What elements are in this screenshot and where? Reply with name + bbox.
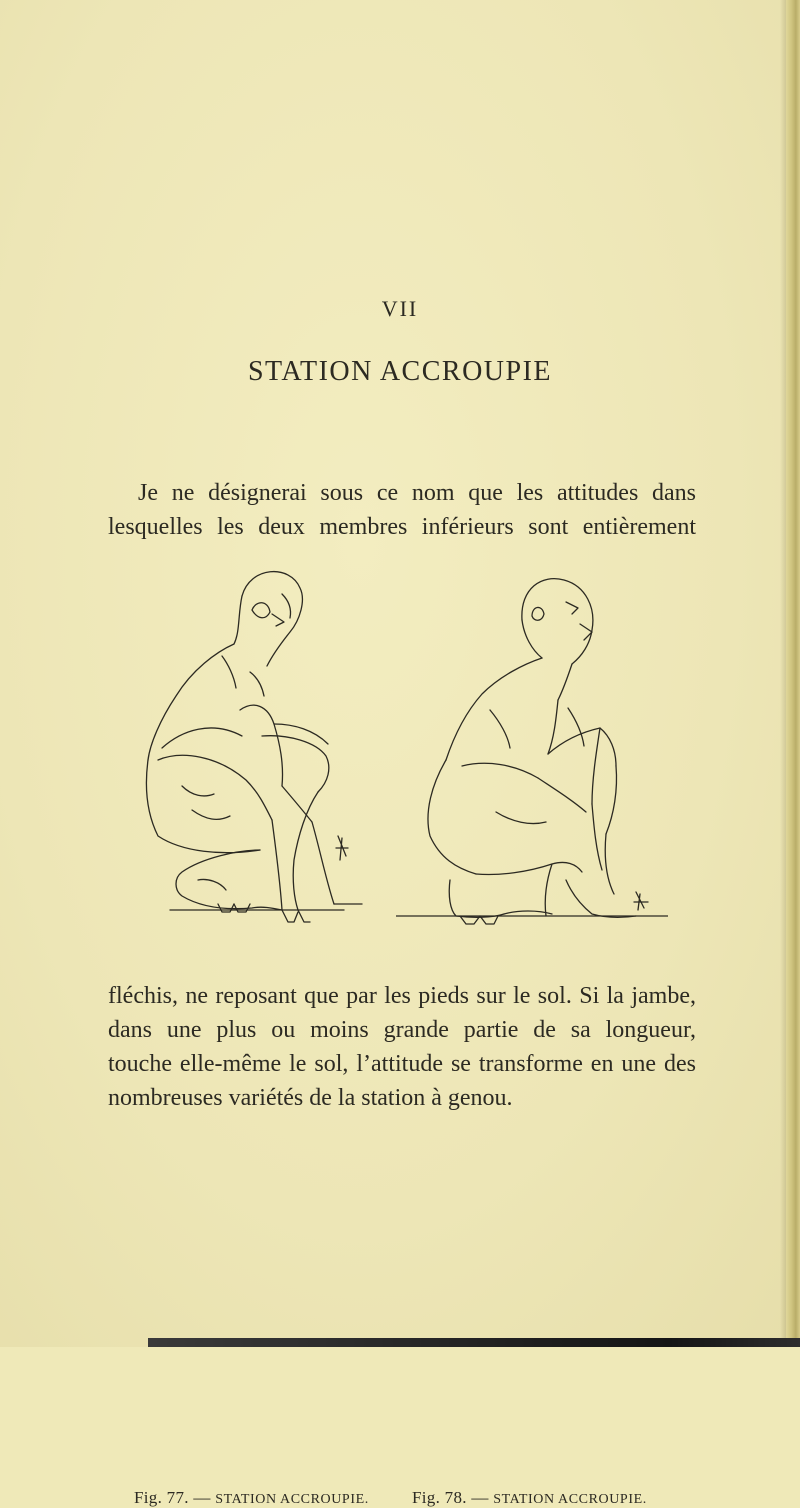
squatting-figure-side-illustration (122, 560, 372, 932)
figure-number: Fig. 78. — (412, 1488, 489, 1507)
text-line: lesquelles les deux membres inférieurs sont entièrement (108, 514, 696, 540)
text-line: fléchis, ne reposant que par les pieds sur le sol. Si la jambe, (108, 983, 696, 1009)
figure-title: STATION ACCROUPIE. (493, 1492, 647, 1507)
text-line: Je ne désignerai sous ce nom que les attitudes dans (138, 480, 696, 506)
figure-caption (134, 1488, 369, 1508)
figure-title: STATION ACCROUPIE. (215, 1492, 369, 1507)
page-bottom-edge (148, 1338, 800, 1347)
page-edge (786, 0, 800, 1347)
squatting-figure-three-quarter-illustration (396, 560, 668, 932)
text-line: dans une plus ou moins grande partie de sa longueur, (108, 1017, 696, 1043)
chapter-number: VII (381, 296, 419, 321)
paragraph-intro (108, 476, 696, 544)
figure-number: Fig. 77. — (134, 1488, 211, 1507)
figure-caption (412, 1488, 647, 1508)
text-line: nombreuses variétés de la station à genou. (108, 1085, 513, 1111)
text-line: touche elle-même le sol, l’attitude se transforme en une des (108, 1051, 696, 1077)
chapter-title: STATION ACCROUPIE (247, 356, 553, 387)
paragraph-continuation (108, 979, 696, 1115)
figure-78 (396, 560, 666, 1507)
